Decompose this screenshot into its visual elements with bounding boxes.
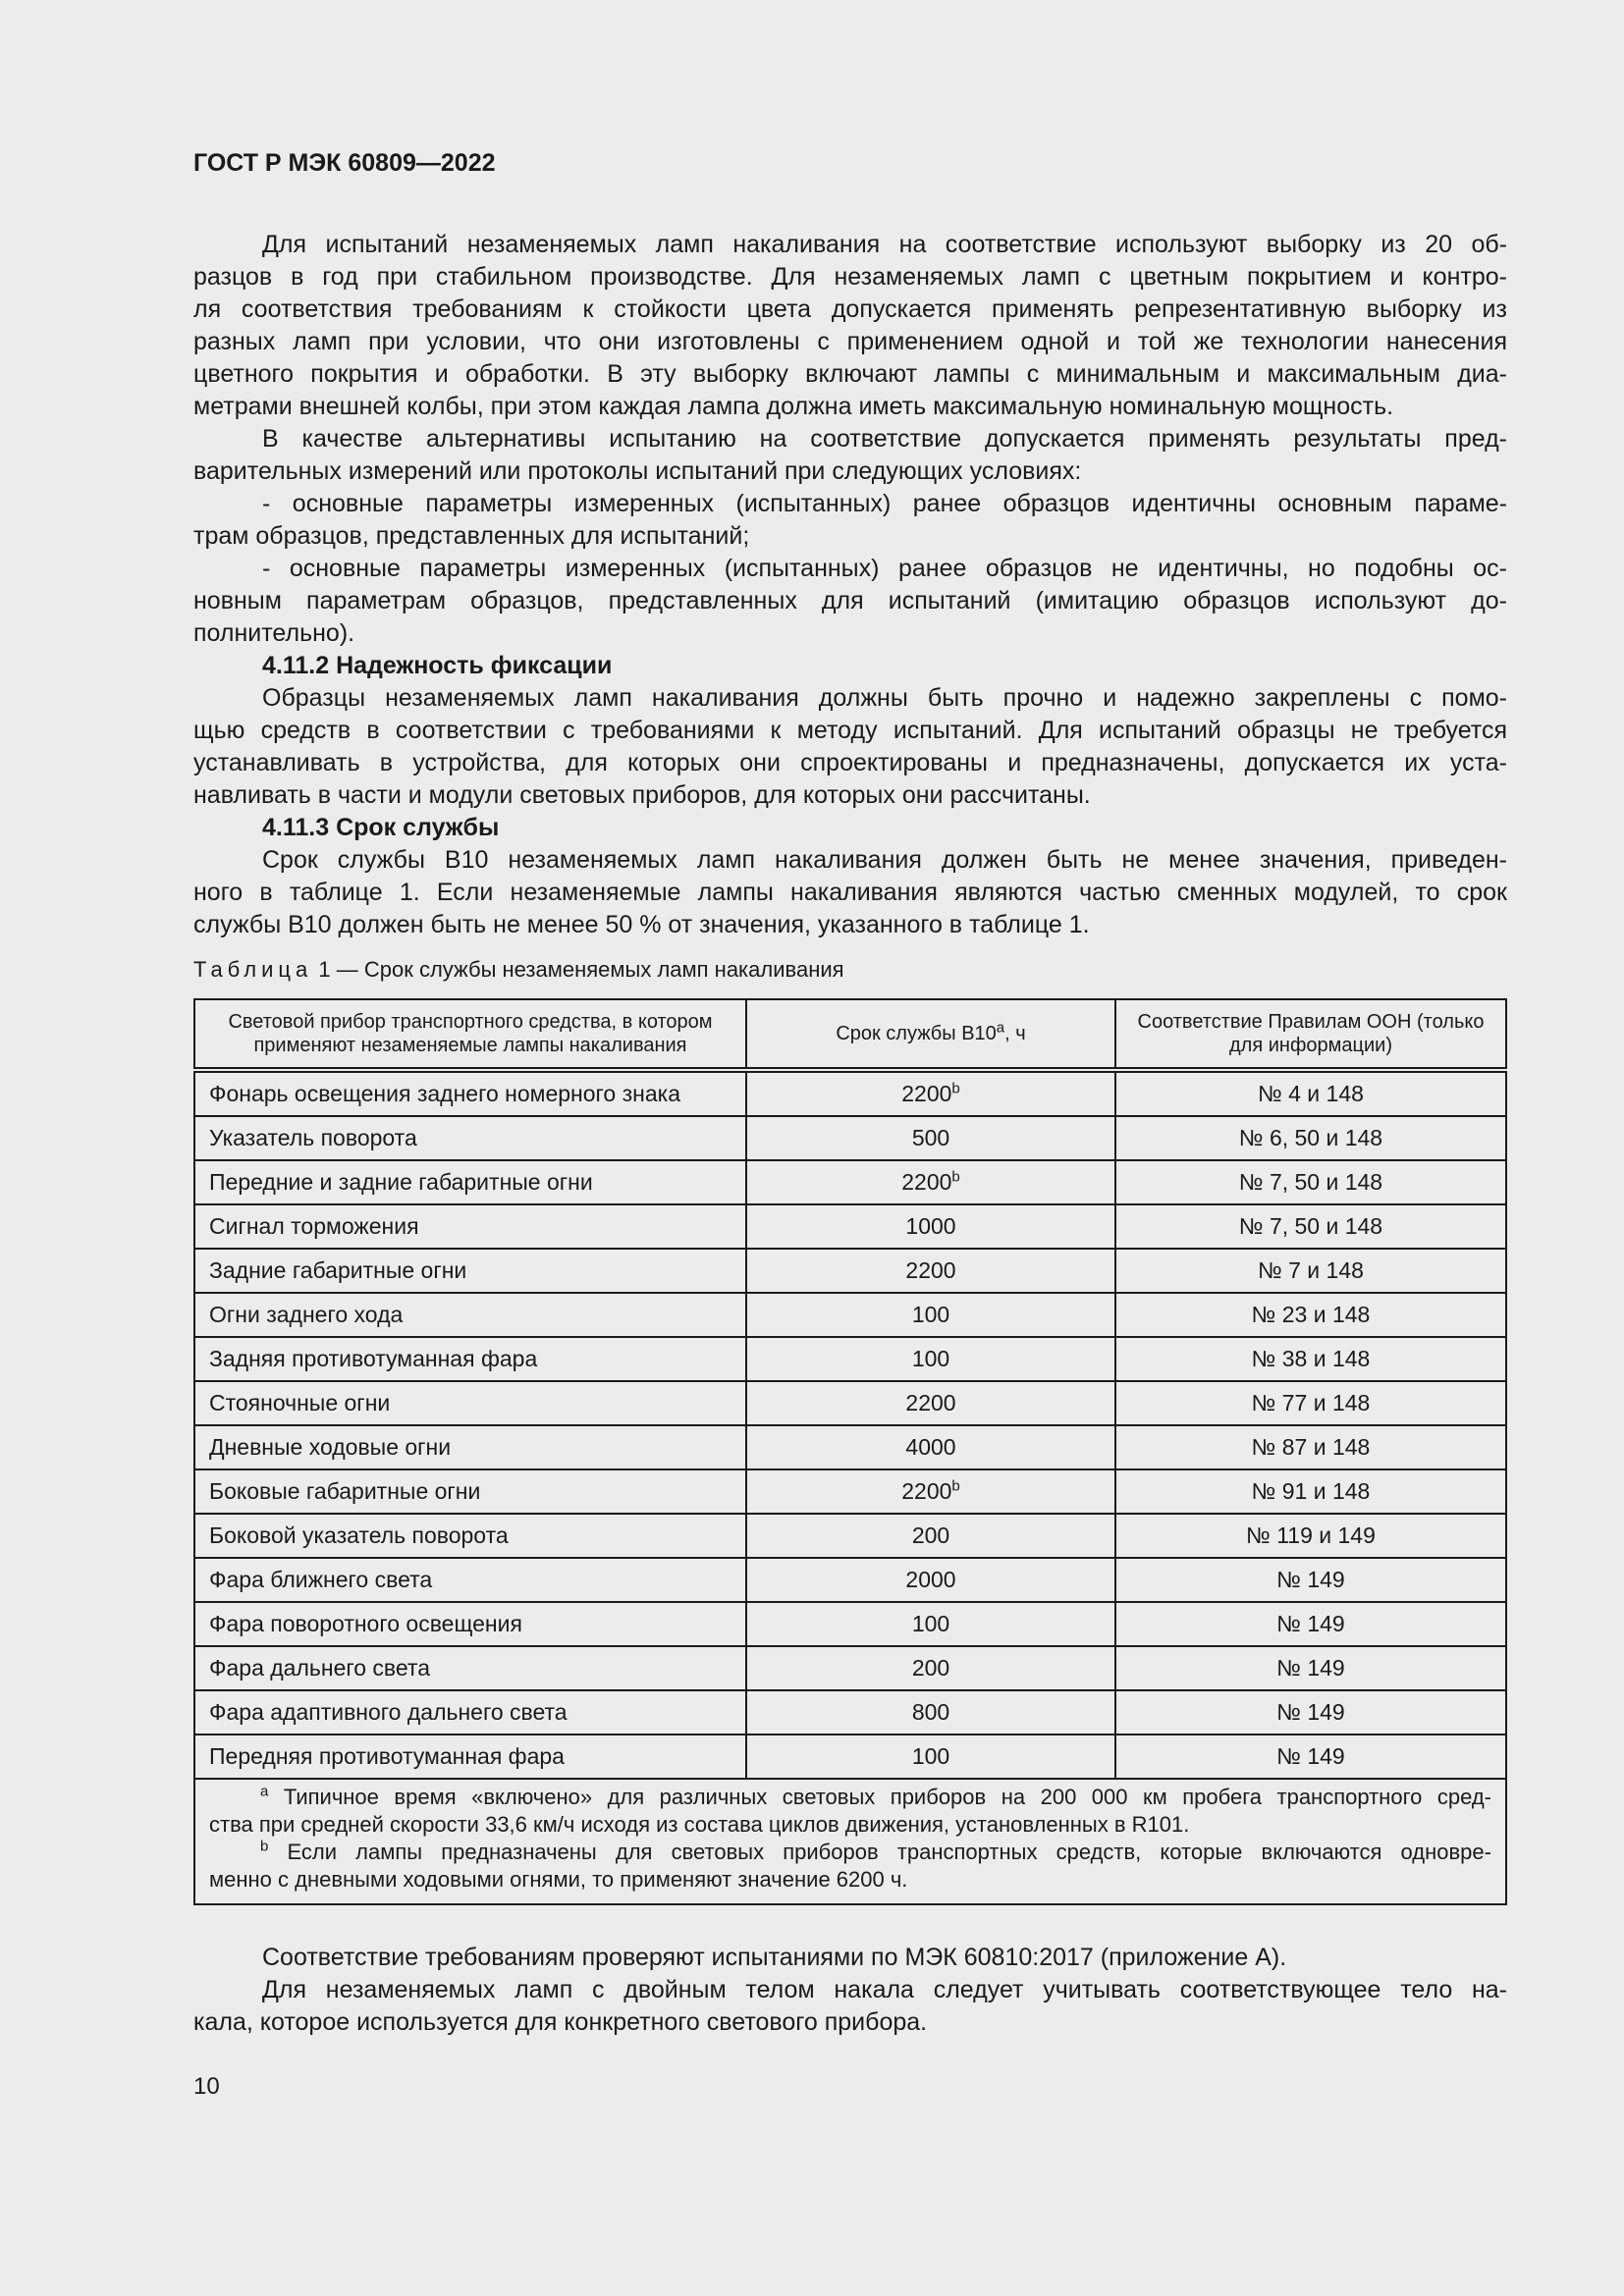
paragraph-line: Срок службы В10 незаменяемых ламп накаливания должен быть не менее значения, приведен- bbox=[262, 846, 1507, 874]
un-rules-cell: № 91 и 148 bbox=[1115, 1469, 1506, 1514]
device-cell: Боковой указатель поворота bbox=[194, 1514, 746, 1558]
table-row bbox=[194, 1425, 1506, 1469]
lifetime-cell: 1000 bbox=[746, 1204, 1115, 1249]
page-number: 10 bbox=[193, 2073, 220, 2100]
lifetime-cell: 2200 bbox=[746, 1249, 1115, 1293]
un-rules-cell: № 77 и 148 bbox=[1115, 1381, 1506, 1425]
un-rules-cell: № 38 и 148 bbox=[1115, 1337, 1506, 1381]
device-cell: Указатель поворота bbox=[194, 1116, 746, 1160]
paragraph-line: Для незаменяемых ламп с двойным телом накала следует учитывать соответствующее тело на- bbox=[262, 1976, 1507, 2003]
table-row bbox=[194, 1249, 1506, 1293]
un-rules-cell: № 23 и 148 bbox=[1115, 1293, 1506, 1337]
paragraph-line: полнительно). bbox=[193, 619, 355, 647]
lifetime-cell: 800 bbox=[746, 1690, 1115, 1735]
body-text-top bbox=[193, 229, 1507, 941]
paragraph-line: - основные параметры измеренных (испытанных) ранее образцов не идентичны, но подобны ос- bbox=[262, 555, 1507, 582]
paragraph-line: цветного покрытия и обработки. В эту выборку включают лампы с минимальным и максимальным диа- bbox=[193, 360, 1507, 388]
lifetime-cell: 200 bbox=[746, 1646, 1115, 1690]
device-cell: Дневные ходовые огни bbox=[194, 1425, 746, 1469]
un-rules-cell: № 7, 50 и 148 bbox=[1115, 1204, 1506, 1249]
device-cell: Передняя противотуманная фара bbox=[194, 1735, 746, 1779]
table-row bbox=[194, 1116, 1506, 1160]
lifetime-cell: 100 bbox=[746, 1602, 1115, 1646]
table-header-row bbox=[194, 999, 1506, 1070]
header-lifetime: Срок службы В10$^a$, ч bbox=[746, 999, 1115, 1070]
table-row bbox=[194, 1514, 1506, 1558]
lifetime-cell: 4000 bbox=[746, 1425, 1115, 1469]
paragraph-line: варительных измерений или протоколы испытаний при следующих условиях: bbox=[193, 457, 1082, 485]
un-rules-cell: № 119 и 149 bbox=[1115, 1514, 1506, 1558]
paragraph-line: разцов в год при стабильном производстве. Для незаменяемых ламп с цветным покрытием и контро- bbox=[193, 263, 1507, 291]
paragraph-line: кала, которое используется для конкретного светового прибора. bbox=[193, 2008, 928, 2036]
paragraph-line: службы В10 должен быть не менее 50 % от значения, указанного в таблице 1. bbox=[193, 911, 1090, 938]
paragraph-line: устанавливать в устройства, для которых они спроектированы и предназначены, допускается их уста- bbox=[193, 749, 1507, 776]
table-row bbox=[194, 1558, 1506, 1602]
table-row bbox=[194, 1070, 1506, 1116]
table-row bbox=[194, 1293, 1506, 1337]
device-cell: Боковые габаритные огни bbox=[194, 1469, 746, 1514]
lifetime-cell: 200 bbox=[746, 1514, 1115, 1558]
paragraph-line: ля соответствия требованиям к стойкости цвета допускается применять репрезентативную выборку из bbox=[193, 295, 1507, 323]
table-caption: Таблица 1 — Срок службы незаменяемых ламп накаливания bbox=[193, 957, 844, 982]
device-cell: Огни заднего хода bbox=[194, 1293, 746, 1337]
paragraph-line: Соответствие требованиям проверяют испытаниями по МЭК 60810:2017 (приложение А). bbox=[262, 1944, 1287, 1971]
device-cell: Фара дальнего света bbox=[194, 1646, 746, 1690]
lifetime-cell: 500 bbox=[746, 1116, 1115, 1160]
lifetime-cell: 2200$^b$ bbox=[746, 1160, 1115, 1204]
table-row bbox=[194, 1690, 1506, 1735]
table-row bbox=[194, 1204, 1506, 1249]
lifetime-cell: 2200$^b$ bbox=[746, 1469, 1115, 1514]
table-footnotes bbox=[194, 1779, 1506, 1904]
paragraph-line: Образцы незаменяемых ламп накаливания должны быть прочно и надежно закреплены с помо- bbox=[262, 684, 1507, 712]
lifetime-cell: 100 bbox=[746, 1337, 1115, 1381]
un-rules-cell: № 149 bbox=[1115, 1558, 1506, 1602]
table-row bbox=[194, 1337, 1506, 1381]
table-row bbox=[194, 1735, 1506, 1779]
lifetime-cell: 2200 bbox=[746, 1381, 1115, 1425]
paragraph-line: - основные параметры измеренных (испытанных) ранее образцов идентичны основным параме- bbox=[262, 490, 1507, 517]
device-cell: Задние габаритные огни bbox=[194, 1249, 746, 1293]
lifetime-table bbox=[193, 998, 1507, 1905]
device-cell: Фара поворотного освещения bbox=[194, 1602, 746, 1646]
un-rules-cell: № 4 и 148 bbox=[1115, 1070, 1506, 1116]
paragraph-line: ного в таблице 1. Если незаменяемые лампы накаливания являются частью сменных модулей, то срок bbox=[193, 879, 1507, 906]
device-cell: Задняя противотуманная фара bbox=[194, 1337, 746, 1381]
body-text-bottom bbox=[193, 1942, 1507, 2039]
paragraph-line: Для испытаний незаменяемых ламп накаливания на соответствие используют выборку из 20 об- bbox=[262, 231, 1507, 258]
lifetime-cell: 100 bbox=[746, 1293, 1115, 1337]
device-cell: Передние и задние габаритные огни bbox=[194, 1160, 746, 1204]
un-rules-cell: № 87 и 148 bbox=[1115, 1425, 1506, 1469]
paragraph-line: метрами внешней колбы, при этом каждая лампа должна иметь максимальную номинальную мощность. bbox=[193, 393, 1394, 420]
section-heading: 4.11.3 Срок службы bbox=[262, 814, 500, 841]
header-device: Световой прибор транспортного средства, в котором применяют незаменяемые лампы накаливания bbox=[194, 999, 746, 1070]
lifetime-cell: 2000 bbox=[746, 1558, 1115, 1602]
section-heading: 4.11.2 Надежность фиксации bbox=[262, 652, 613, 679]
lifetime-cell: 2200$^b$ bbox=[746, 1070, 1115, 1116]
un-rules-cell: № 149 bbox=[1115, 1735, 1506, 1779]
device-cell: Фара ближнего света bbox=[194, 1558, 746, 1602]
footnote-line: ства при средней скорости 33,6 км/ч исходя из состава циклов движения, установленных в R101. bbox=[209, 1812, 1190, 1837]
footnote-line: $^b$ Если лампы предназначены для световых приборов транспортных средств, которые включаются одновре- bbox=[260, 1838, 1491, 1864]
footnote-line: $^a$ Типичное время «включено» для различных световых приборов на 200 000 км пробега транспортного сред- bbox=[260, 1783, 1491, 1809]
paragraph-line: щью средств в соответствии с требованиями к методу испытаний. Для испытаний образцы не требуется bbox=[193, 717, 1507, 744]
device-cell: Фара адаптивного дальнего света bbox=[194, 1690, 746, 1735]
un-rules-cell: № 6, 50 и 148 bbox=[1115, 1116, 1506, 1160]
un-rules-cell: № 149 bbox=[1115, 1646, 1506, 1690]
paragraph-line: новным параметрам образцов, представленных для испытаний (имитацию образцов используют до- bbox=[193, 587, 1507, 614]
paragraph-line: навливать в части и модули световых приборов, для которых они рассчитаны. bbox=[193, 781, 1091, 809]
un-rules-cell: № 149 bbox=[1115, 1602, 1506, 1646]
un-rules-cell: № 7, 50 и 148 bbox=[1115, 1160, 1506, 1204]
un-rules-cell: № 7 и 148 bbox=[1115, 1249, 1506, 1293]
un-rules-cell: № 149 bbox=[1115, 1690, 1506, 1735]
device-cell: Сигнал торможения bbox=[194, 1204, 746, 1249]
paragraph-line: В качестве альтернативы испытанию на соответствие допускается применять результаты пред- bbox=[262, 425, 1507, 453]
device-cell: Фонарь освещения заднего номерного знака bbox=[194, 1070, 746, 1116]
header-un-rules: Соответствие Правилам ООН (только для информации) bbox=[1115, 999, 1506, 1070]
device-cell: Стояночные огни bbox=[194, 1381, 746, 1425]
table-row bbox=[194, 1381, 1506, 1425]
table-row bbox=[194, 1646, 1506, 1690]
table-row bbox=[194, 1602, 1506, 1646]
document-header: ГОСТ Р МЭК 60809—2022 bbox=[193, 149, 496, 177]
table-row bbox=[194, 1469, 1506, 1514]
lifetime-cell: 100 bbox=[746, 1735, 1115, 1779]
table-row bbox=[194, 1160, 1506, 1204]
footnote-line: менно с дневными ходовыми огнями, то применяют значение 6200 ч. bbox=[209, 1867, 908, 1892]
paragraph-line: разных ламп при условии, что они изготовлены с применением одной и той же технологии нанесения bbox=[193, 328, 1507, 355]
paragraph-line: трам образцов, представленных для испытаний; bbox=[193, 522, 750, 550]
